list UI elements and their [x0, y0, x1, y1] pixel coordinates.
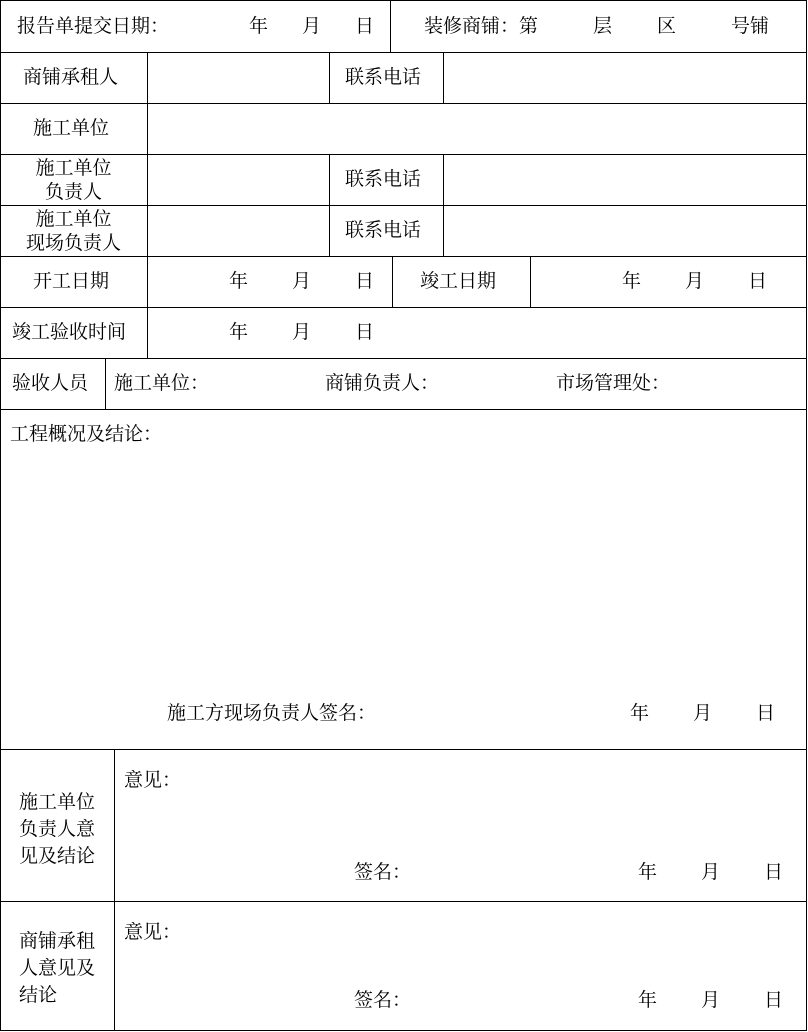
column-divider	[147, 52, 148, 359]
table-border-line	[0, 0, 1, 1031]
tenant-signature-month: 月	[701, 989, 721, 1011]
contractor-opinion-line-1: 施工单位	[19, 791, 96, 813]
overview-title: 工程概况及结论：	[10, 423, 163, 445]
contractor-opinion-line-3: 见及结论	[19, 845, 96, 867]
contractor-head-phone-label: 联系电话	[345, 168, 422, 190]
site-head-line-2: 现场负责人	[25, 232, 121, 254]
start-date-day: 日	[355, 270, 375, 292]
column-divider	[530, 256, 531, 308]
start-date-month: 月	[292, 270, 312, 292]
completion-date-month: 月	[685, 270, 705, 292]
contractor-signature-label: 签名：	[354, 861, 412, 883]
row-divider	[0, 307, 807, 308]
contractor-signature-month: 月	[701, 861, 721, 883]
report-date-month: 月	[302, 15, 322, 37]
tenant-opinion-section-label	[19, 928, 95, 1009]
row-divider	[0, 409, 807, 410]
completion-date-label: 竣工日期	[420, 270, 497, 292]
inspector-contractor-label: 施工单位：	[114, 372, 210, 394]
overview-signature-year: 年	[630, 702, 650, 724]
acceptance-time-month: 月	[292, 321, 312, 343]
completion-date-year: 年	[622, 270, 642, 292]
shop-zone-label: 区	[657, 15, 677, 37]
shop-number-label: 号铺	[731, 15, 770, 37]
row-divider	[0, 256, 807, 257]
contractor-signature-year: 年	[638, 861, 658, 883]
contractor-opinion-label: 意见：	[124, 769, 182, 791]
inspectors-label: 验收人员	[12, 372, 89, 394]
overview-signature-day: 日	[756, 702, 776, 724]
column-divider	[392, 256, 393, 308]
start-date-year: 年	[229, 270, 249, 292]
contractor-head-label	[0, 156, 147, 204]
tenant-phone-label: 联系电话	[345, 66, 422, 88]
report-date-day: 日	[355, 15, 375, 37]
contractor-signature-day: 日	[764, 861, 784, 883]
column-divider	[329, 52, 330, 104]
overview-signature-label: 施工方现场负责人签名：	[167, 702, 377, 724]
tenant-signature-day: 日	[764, 989, 784, 1011]
acceptance-time-day: 日	[355, 321, 375, 343]
contractor-opinion-section-label	[19, 789, 95, 870]
contractor-label: 施工单位	[33, 117, 110, 139]
column-divider	[329, 154, 330, 257]
inspector-shop-head-label: 商铺负责人：	[325, 372, 440, 394]
tenant-opinion-line-3: 结论	[19, 984, 58, 1006]
table-border-line	[806, 0, 807, 1031]
column-divider	[114, 749, 115, 1031]
tenant-label: 商铺承租人	[23, 66, 119, 88]
site-head-line-1: 施工单位	[35, 208, 112, 230]
contractor-head-line-2: 负责人	[44, 181, 102, 203]
site-head-phone-label: 联系电话	[345, 219, 422, 241]
row-divider	[0, 52, 807, 53]
row-divider	[0, 154, 807, 155]
row-divider	[0, 901, 807, 902]
overview-signature-month: 月	[693, 702, 713, 724]
shop-floor-label: 层	[593, 15, 613, 37]
acceptance-time-year: 年	[229, 321, 249, 343]
column-divider	[443, 52, 444, 104]
inspector-market-label: 市场管理处：	[556, 372, 671, 394]
row-divider	[0, 103, 807, 104]
tenant-opinion-label: 意见：	[124, 921, 182, 943]
tenant-signature-year: 年	[638, 989, 658, 1011]
table-border-line	[0, 0, 807, 1]
column-divider	[390, 0, 391, 53]
tenant-signature-label: 签名：	[354, 989, 412, 1011]
contractor-head-line-1: 施工单位	[35, 157, 112, 179]
row-divider	[0, 205, 807, 206]
start-date-label: 开工日期	[33, 270, 110, 292]
column-divider	[443, 154, 444, 257]
column-divider	[105, 358, 106, 410]
acceptance-time-label: 竣工验收时间	[12, 321, 127, 343]
table-border-line	[0, 1030, 807, 1031]
report-date-label: 报告单提交日期：	[17, 15, 170, 37]
row-divider	[0, 358, 807, 359]
completion-date-day: 日	[748, 270, 768, 292]
contractor-opinion-line-2: 负责人意	[19, 818, 96, 840]
report-date-year: 年	[249, 15, 269, 37]
site-head-label	[0, 207, 147, 255]
row-divider	[0, 749, 807, 750]
shop-location-label: 装修商铺：第	[424, 15, 539, 37]
tenant-opinion-line-2: 人意见及	[19, 957, 96, 979]
tenant-opinion-line-1: 商铺承租	[19, 930, 96, 952]
